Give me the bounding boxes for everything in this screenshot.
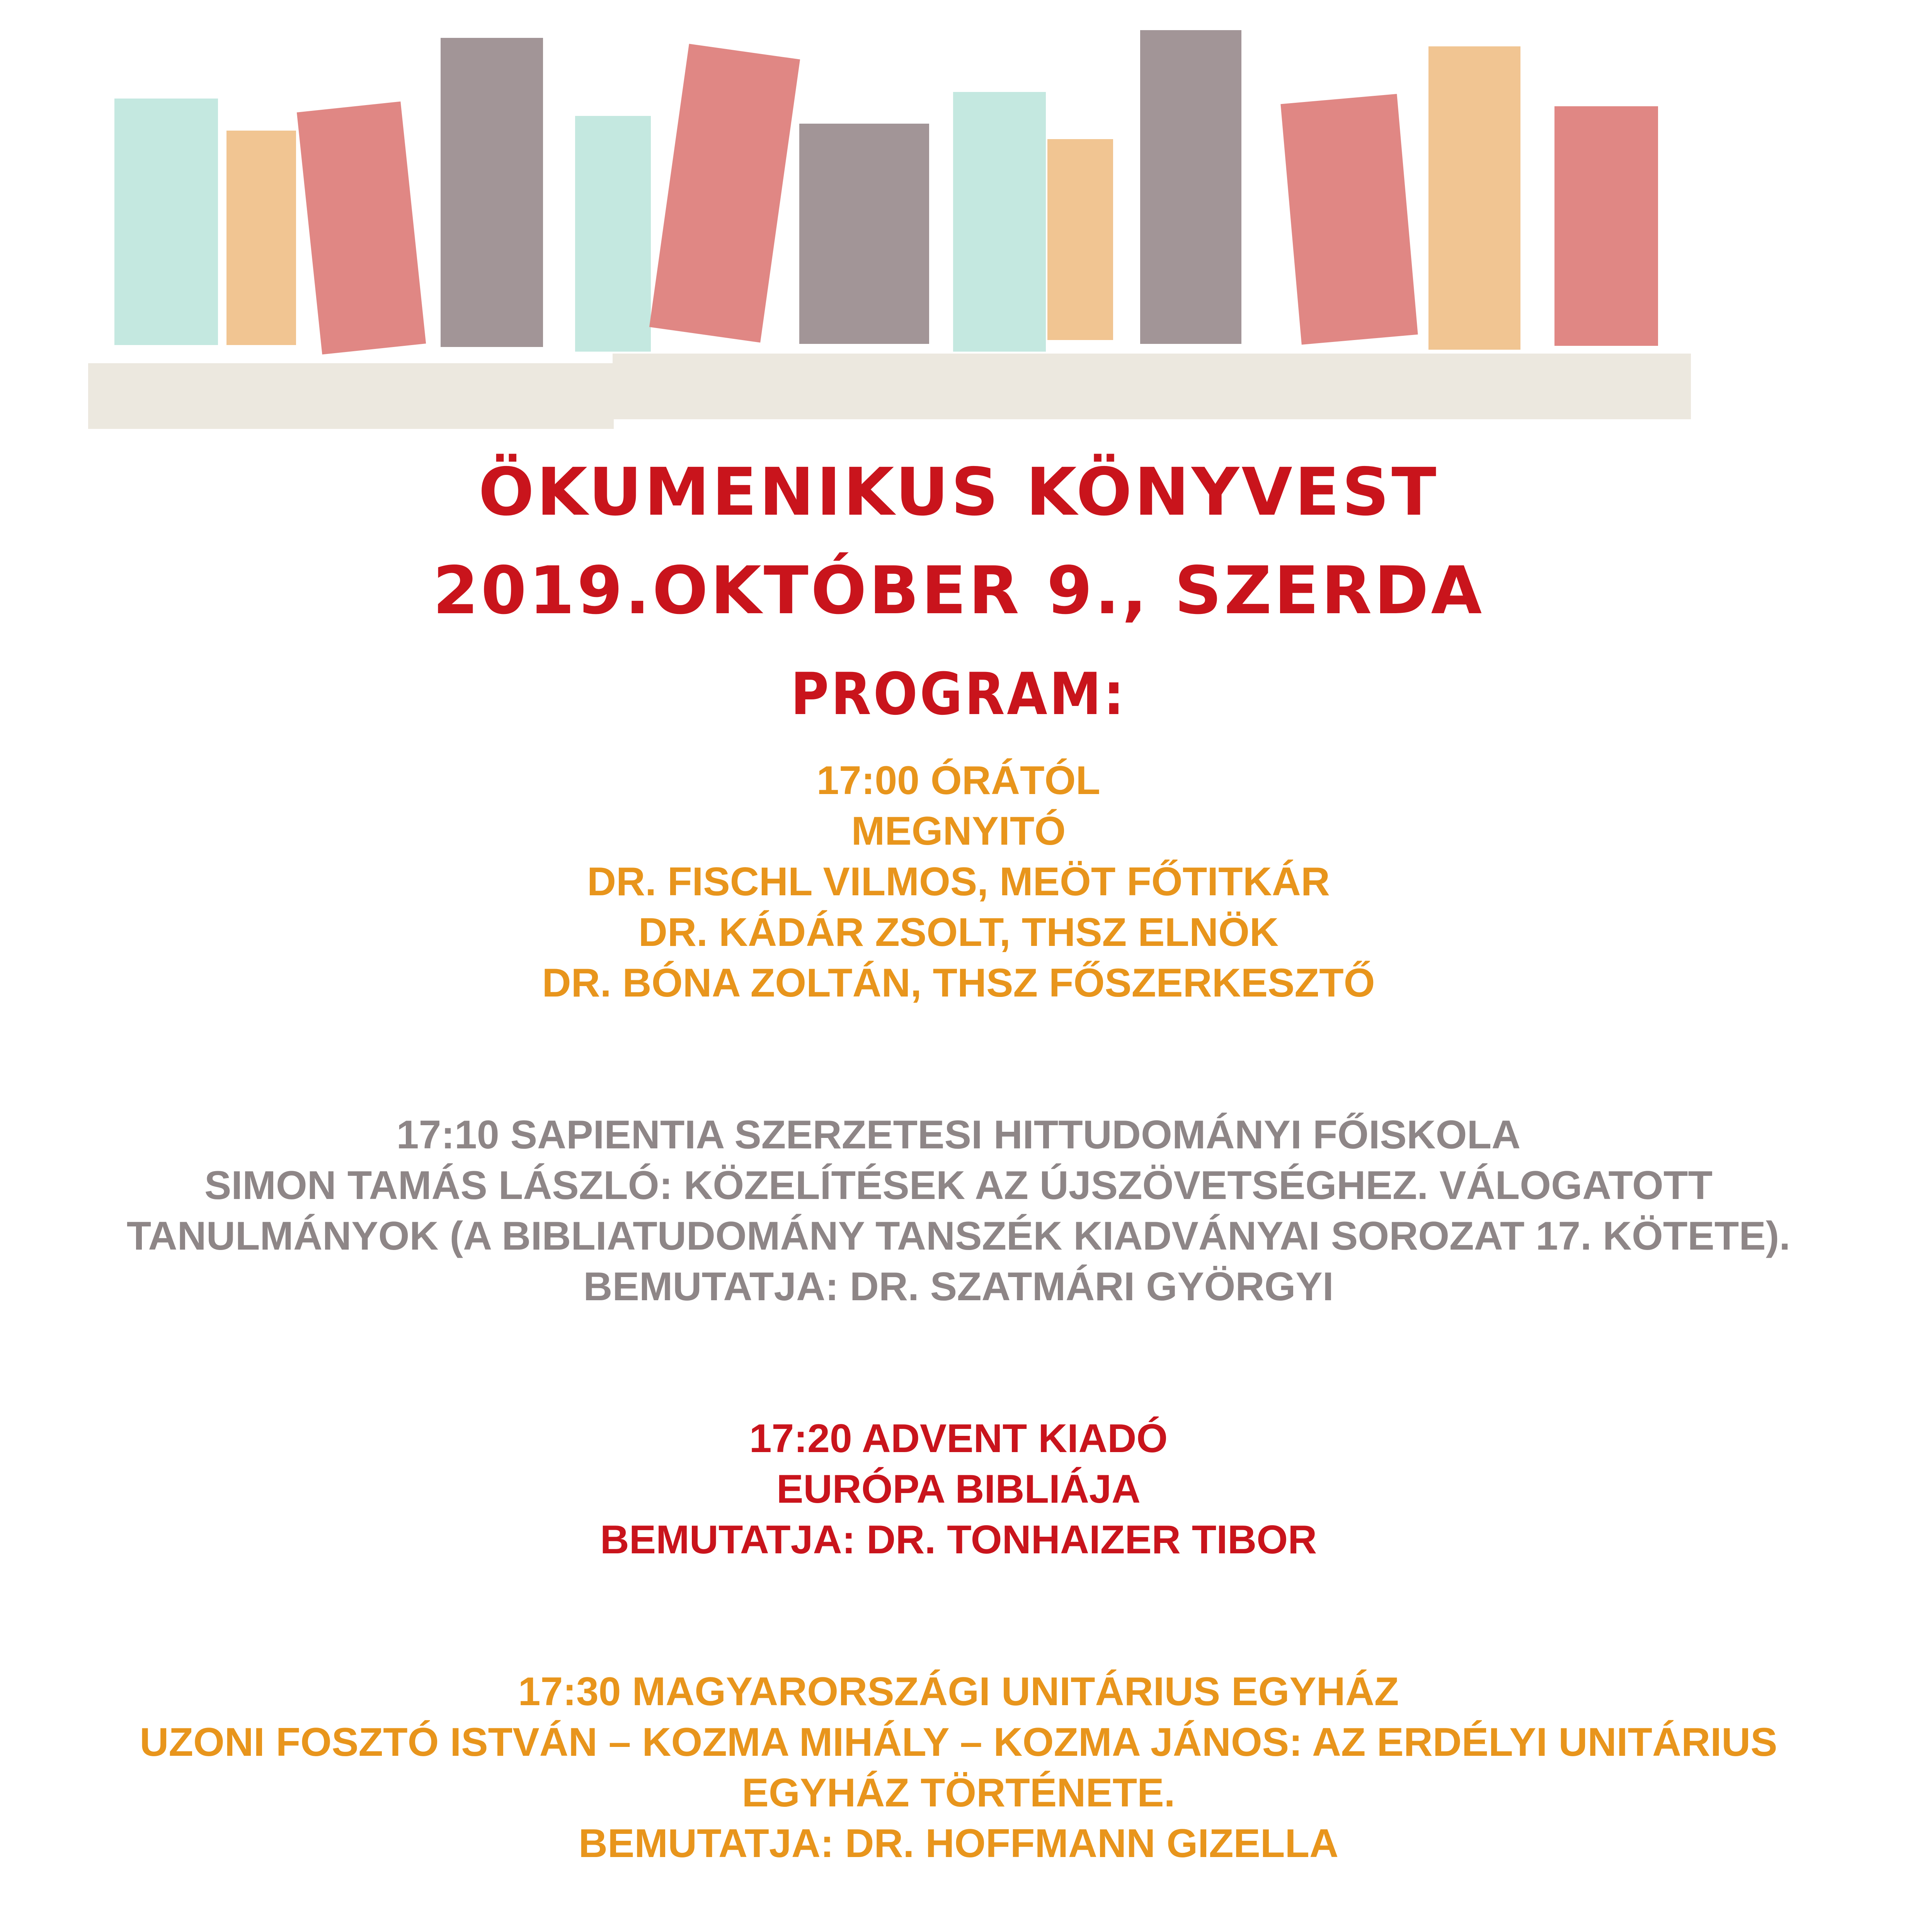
shelf [613, 354, 1691, 419]
program-item [0, 1413, 1917, 1565]
program-line: 17:30 MAGYARORSZÁGI UNITÁRIUS EGYHÁZ [518, 1669, 1399, 1714]
program-heading: PROGRAM: [790, 661, 1127, 728]
book [953, 92, 1046, 352]
program-line: DR. KÁDÁR ZSOLT, THSZ ELNÖK [638, 910, 1279, 955]
shelf [88, 363, 614, 429]
program-line: BEMUTATJA: DR. HOFFMANN GIZELLA [578, 1821, 1339, 1866]
book [1280, 94, 1418, 345]
program-line: DR. FISCHL VILMOS, MEÖT FŐTITKÁR [587, 859, 1330, 904]
program-line: TANULMÁNYOK (A BIBLIATUDOMÁNY TANSZÉK KIADVÁNYAI SOROZAT 17. KÖTETE). [126, 1214, 1791, 1259]
book [226, 131, 296, 345]
program-line: UZONI FOSZTÓ ISTVÁN – KOZMA MIHÁLY – KOZMA JÁNOS: AZ ERDÉLYI UNITÁRIUS [140, 1720, 1777, 1765]
book [799, 124, 929, 344]
book [575, 116, 651, 352]
book [1554, 106, 1658, 346]
program-line: SIMON TAMÁS LÁSZLÓ: KÖZELÍTÉSEK AZ ÚJSZÖVETSÉGHEZ. VÁLOGATOTT [204, 1163, 1713, 1208]
program-line: MEGNYITÓ [851, 809, 1066, 854]
program-line: 17:20 ADVENT KIADÓ [749, 1416, 1168, 1461]
program-line: BEMUTATJA: DR. SZATMÁRI GYÖRGYI [583, 1264, 1334, 1309]
book [114, 99, 218, 345]
book [649, 44, 800, 342]
program-item [0, 755, 1917, 1009]
program-line: 17:00 ÓRÁTÓL [817, 758, 1100, 803]
event-date: 2019.OKTÓBER 9., SZERDA [432, 553, 1485, 629]
program-line: EURÓPA BIBLIÁJA [776, 1467, 1141, 1512]
program-line: 17:10 SAPIENTIA SZERZETESI HITTUDOMÁNYI FŐISKOLA [396, 1112, 1521, 1157]
event-title: ÖKUMENIKUS KÖNYVEST [478, 454, 1439, 531]
book [1428, 46, 1520, 350]
program-item [0, 1110, 1917, 1312]
program-line: EGYHÁZ TÖRTÉNETE. [742, 1770, 1175, 1815]
book [1140, 30, 1241, 344]
program-line: DR. BÓNA ZOLTÁN, THSZ FŐSZERKESZTŐ [542, 961, 1375, 1005]
book [441, 38, 543, 347]
program-line: BEMUTATJA: DR. TONHAIZER TIBOR [600, 1517, 1317, 1562]
program-list [0, 755, 1917, 1932]
book [297, 102, 426, 355]
program-item [0, 1667, 1917, 1869]
book [1047, 139, 1113, 340]
